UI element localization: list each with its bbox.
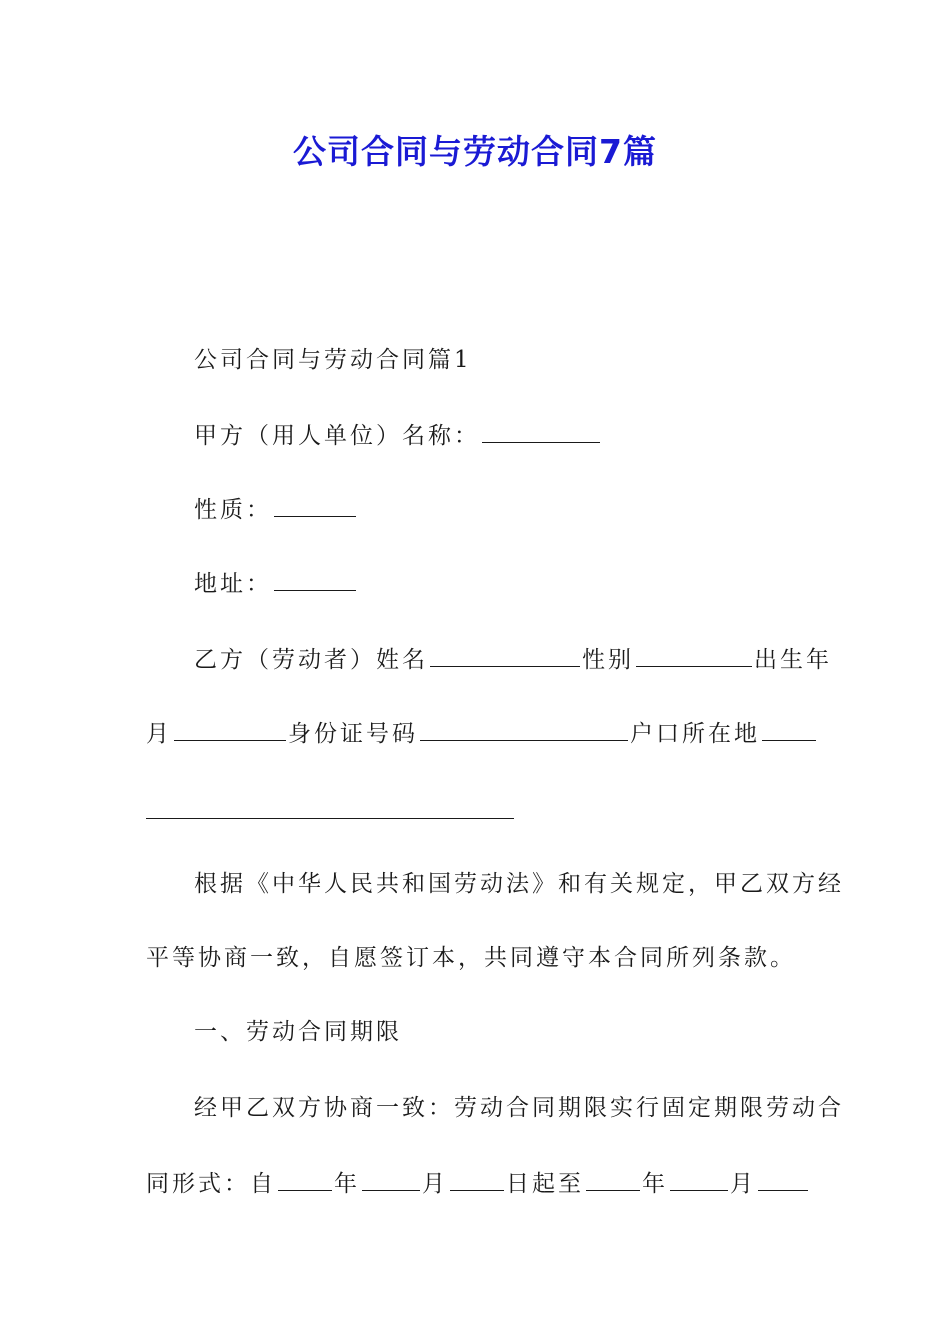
- day-from-label: 日起至: [506, 1171, 584, 1197]
- gender-label: 性别: [582, 647, 634, 673]
- start-month-label: 月: [422, 1171, 448, 1197]
- address-blank[interactable]: [274, 564, 356, 591]
- start-month-blank[interactable]: [362, 1164, 420, 1191]
- end-year-blank[interactable]: [586, 1164, 640, 1191]
- term-heading: 一、劳动合同期限: [194, 1019, 402, 1045]
- party-a-name-blank[interactable]: [482, 416, 600, 443]
- birth-label-start: 出生年: [754, 647, 832, 673]
- address-line: [194, 564, 806, 602]
- household-label: 户口所在地: [630, 721, 760, 747]
- nature-label: 性质：: [194, 497, 272, 523]
- start-day-blank[interactable]: [450, 1164, 504, 1191]
- identity-line: [146, 714, 806, 752]
- basis-line-2: 平等协商一致，自愿签订本，共同遵守本合同所列条款。: [146, 945, 796, 971]
- section-heading: 公司合同与劳动合同篇1: [194, 347, 472, 373]
- birth-label-end: 月: [146, 721, 172, 747]
- party-b-name-blank[interactable]: [430, 640, 580, 667]
- document-title: 公司合同与劳动合同7篇: [293, 132, 657, 171]
- nature-line: [194, 490, 806, 528]
- nature-blank[interactable]: [274, 490, 356, 517]
- party-b-label: 乙方（劳动者）姓名: [194, 647, 428, 673]
- id-number-blank[interactable]: [420, 714, 628, 741]
- end-year-label: 年: [642, 1171, 668, 1197]
- household-blank[interactable]: [762, 714, 816, 741]
- party-a-name-label: 甲方（用人单位）名称：: [194, 423, 480, 449]
- gender-blank[interactable]: [636, 640, 752, 667]
- party-b-line: [194, 640, 832, 678]
- id-label: 身份证号码: [288, 721, 418, 747]
- end-month-blank[interactable]: [670, 1164, 728, 1191]
- term-line-2: [146, 1164, 806, 1202]
- term-line-1: 经甲乙双方协商一致：劳动合同期限实行固定期限劳动合: [194, 1095, 844, 1121]
- term-from-label: 同形式：自: [146, 1171, 276, 1197]
- party-a-name-line: [194, 416, 806, 454]
- basis-line-1: 根据《中华人民共和国劳动法》和有关规定，甲乙双方经: [194, 871, 844, 897]
- birth-blank[interactable]: [174, 714, 286, 741]
- start-year-blank[interactable]: [278, 1164, 332, 1191]
- start-year-label: 年: [334, 1171, 360, 1197]
- household-blank-continued[interactable]: [146, 818, 514, 819]
- end-month-label: 月: [730, 1171, 756, 1197]
- address-label: 地址：: [194, 571, 272, 597]
- end-day-blank[interactable]: [758, 1164, 808, 1191]
